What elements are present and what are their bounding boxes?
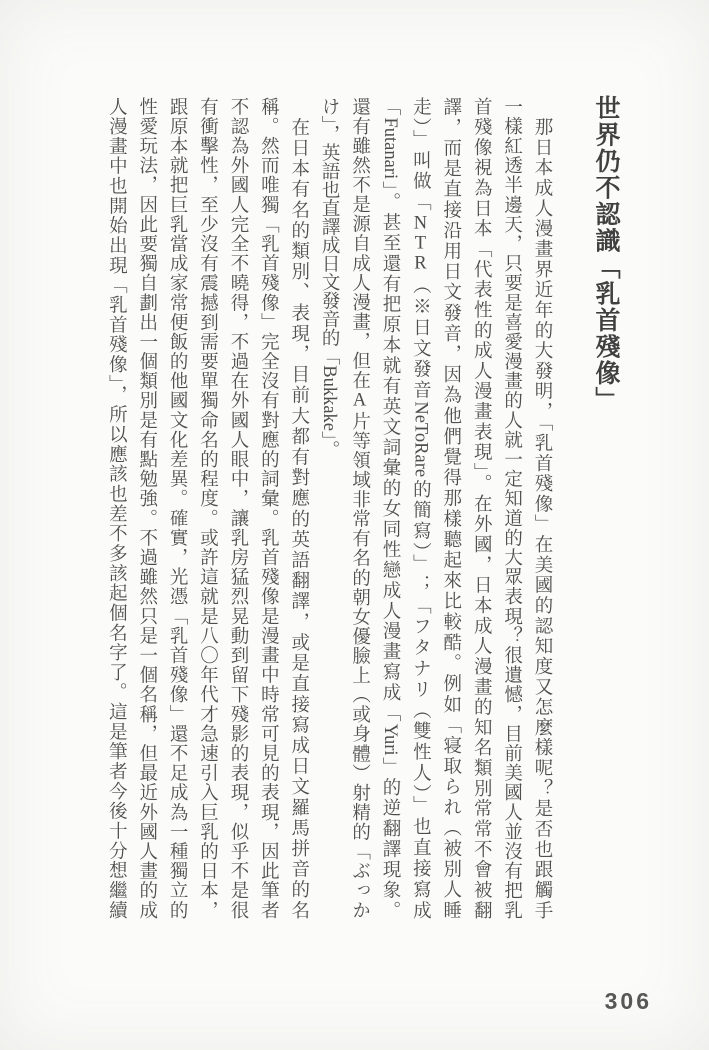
text-column <box>162 97 192 919</box>
text-run: （※日文發音 <box>410 273 431 402</box>
text-column <box>223 97 253 919</box>
text-run: 」。甚至還有把原本就有英文詞彙的女同性戀成人漫畫寫成「 <box>379 179 400 724</box>
text-column <box>435 97 465 919</box>
text-run: 稱。然而唯獨「乳首殘像」完全沒有對應的詞彙。乳首殘像是漫畫中時常可見的表現，因此筆者 <box>258 97 279 919</box>
text-column <box>344 97 374 919</box>
chapter-title: 世界仍不認識「乳首殘像」 <box>592 95 619 413</box>
page-number: 306 <box>604 988 652 1014</box>
text-column <box>253 97 283 919</box>
text-run: 片等領域非常有名的朝女優臉上（或身體）射精的「ぶっか <box>349 410 370 920</box>
text-column <box>496 97 526 919</box>
text-column <box>101 97 131 919</box>
text-column <box>314 97 344 919</box>
upright-latin-run: NTR <box>410 213 431 274</box>
text-run: Futanari <box>379 117 400 180</box>
text-column <box>527 97 557 919</box>
text-run: 跟原本就把巨乳當成家常便飯的他國文化差異。確實，光憑「乳首殘像」還不足成為一種獨立的 <box>167 97 188 919</box>
text-column <box>192 97 222 919</box>
text-run: 」。 <box>319 431 340 459</box>
text-run: 還有雖然不是源自成人漫畫，但在 <box>349 97 370 391</box>
text-run: 的簡寫）」；「フタナリ（雙性人）」也直接寫成 <box>410 477 431 920</box>
body-text <box>101 97 557 919</box>
text-run: 首殘像視為日本「代表性的成人漫畫表現」。在外國，日本成人漫畫的知名類別常常不會被翻 <box>471 97 492 919</box>
text-column <box>466 97 496 919</box>
text-run: 「 <box>379 97 400 118</box>
text-column <box>283 97 313 919</box>
text-run: Bukkake <box>319 365 340 432</box>
text-run: 性愛玩法，因此要獨自劃出一個類別是有點勉強。不過雖然只是一個名稱，但最近外國人畫的成 <box>136 97 157 919</box>
text-run: 走）」叫做「 <box>410 97 431 214</box>
text-column <box>405 97 435 919</box>
text-run: 」的逆翻譯現象。 <box>379 755 400 920</box>
text-run: 一樣紅透半邊天，只要是喜愛漫畫的人就一定知道的大眾表現？很遺憾，目前美國人並沒有把乳 <box>501 97 522 919</box>
text-run: 在日本有名的類別、表現，目前大都有對應的英語翻譯，或是直接寫成日文羅馬拼音的名 <box>288 97 309 919</box>
upright-latin-run: A <box>349 390 370 411</box>
text-run: 有衝擊性，至少沒有震撼到需要單獨命名的程度。或許這就是八〇年代才急速引入巨乳的日本， <box>197 97 218 919</box>
text-run: 人漫畫中也開始出現「乳首殘像」，所以應該也差不多該起個名字了。這是筆者今後十分想繼續 <box>106 97 127 919</box>
text-column <box>375 97 405 919</box>
text-run: 那日本成人漫畫界近年的大發明，「乳首殘像」在美國的認知度又怎麼樣呢？是否也跟觸手 <box>532 97 552 919</box>
text-run: 不認為外國人完全不曉得，不過在外國人眼中，讓乳房猛烈晃動到留下殘影的表現，似乎不是很 <box>227 97 248 919</box>
text-run: 譯，而是直接沿用日文發音，因為他們覺得那樣聽起來比較酷。例如「寝取られ（被別人睡 <box>440 97 461 919</box>
text-run: け」，英語也直譯成日文發音的「 <box>319 97 340 366</box>
text-column <box>131 97 161 919</box>
text-run: NeToRare <box>410 401 431 478</box>
text-run: Yuri <box>379 723 400 756</box>
